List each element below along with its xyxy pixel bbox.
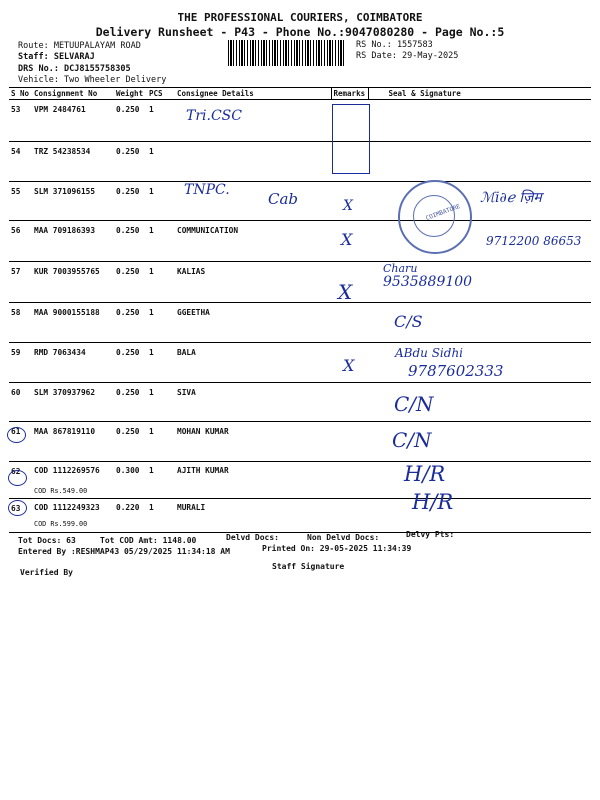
row-circle-mark: [8, 470, 27, 486]
row-remarks: [331, 303, 368, 343]
row-consignee: COMMUNICATION: [175, 221, 331, 262]
row-pcs: 1: [147, 221, 175, 262]
remark-x-mark: X: [343, 356, 355, 375]
row-signature: [368, 462, 591, 499]
row-sno: 53: [9, 100, 32, 142]
row-consignment: TRZ 54238534: [32, 142, 114, 182]
row-sno: 61: [9, 422, 32, 462]
row-consignment: MAA 867819110: [32, 422, 114, 462]
row-pcs: 1: [147, 462, 175, 499]
cod-amount: COD Rs.549.00: [34, 487, 88, 495]
row-pcs: 1: [147, 142, 175, 182]
row-remarks: [331, 383, 368, 422]
handwritten-phone: 9712200 86653: [486, 234, 582, 248]
handwritten-note: Cab: [268, 190, 299, 208]
row-pcs: 1: [147, 303, 175, 343]
row-sno: 57: [9, 262, 32, 303]
remark-x-mark: X: [338, 280, 353, 304]
table-header: [9, 88, 591, 100]
company-title: THE PROFESSIONAL COURIERS, COIMBATORE: [177, 11, 423, 24]
row-sno: 59: [9, 343, 32, 383]
row-weight: 0.250: [114, 383, 147, 422]
table-row: [9, 100, 591, 142]
row-pcs: 1: [147, 343, 175, 383]
verified-by: Verified By: [20, 568, 73, 577]
row-signature: [368, 499, 591, 533]
handwritten-note: C/N: [392, 428, 432, 452]
row-sno: 54: [9, 142, 32, 182]
row-consignee: MURALI: [175, 499, 331, 533]
stamp-label: COIMBATORE: [424, 203, 462, 222]
handwritten-phone: 9787602333: [408, 362, 504, 380]
row-signature: [368, 142, 591, 182]
row-sno: 58: [9, 303, 32, 343]
row-consignee: BALA: [175, 343, 331, 383]
row-consignment: MAA 9000155188: [32, 303, 114, 343]
handwritten-name: ABdu Sidhi: [395, 346, 464, 360]
delivered-docs: Delvd Docs:: [226, 533, 279, 542]
table-row: [9, 462, 591, 499]
table-row: [9, 262, 591, 303]
row-sno: 62: [9, 462, 32, 499]
runsheet-title: Delivery Runsheet - P43 - Phone No.:9047080280 - Page No.:5: [95, 25, 505, 39]
row-consignee: MOHAN KUMAR: [175, 422, 331, 462]
row-remarks: [331, 462, 368, 499]
row-weight: 0.250: [114, 221, 147, 262]
total-cod-amount: Tot COD Amt: 1148.00: [100, 536, 197, 545]
col-consignee: Consignee Details: [175, 88, 331, 100]
row-pcs: 1: [147, 262, 175, 303]
row-weight: 0.250: [114, 343, 147, 383]
row-consignee: KALIAS: [175, 262, 331, 303]
rs-date: RS Date: 29-May-2025: [356, 51, 459, 61]
col-pcs: PCS: [147, 88, 175, 100]
row-consignment: [32, 499, 114, 533]
row-pcs: 1: [147, 499, 175, 533]
row-weight: 0.250: [114, 142, 147, 182]
table-row: [9, 383, 591, 422]
row-pcs: 1: [147, 422, 175, 462]
row-sno: 60: [9, 383, 32, 422]
consignment-number: COD 1112249323: [34, 503, 100, 512]
row-consignment: SLM 370937962: [32, 383, 114, 422]
barcode: [228, 40, 346, 66]
row-pcs: 1: [147, 383, 175, 422]
handwritten-note: TNPC.: [184, 182, 230, 198]
row-pcs: 1: [147, 182, 175, 221]
table-row: [9, 343, 591, 383]
vehicle-label: Vehicle: Two Wheeler Delivery: [18, 75, 167, 85]
staff-label: Staff: SELVARAJ: [18, 52, 95, 62]
route-label: Route: METUUPALAYAM ROAD: [18, 41, 141, 51]
col-seal-signature: Seal & Signature: [368, 88, 591, 100]
row-consignment: MAA 709186393: [32, 221, 114, 262]
handwritten-note: H/R: [412, 490, 454, 514]
handwritten-name: Charu: [383, 262, 418, 275]
row-signature: [368, 100, 591, 142]
entered-by: Entered By :RESHMAP43 05/29/2025 11:34:18 AM: [18, 547, 230, 556]
delivery-points: Delvy Pts:: [406, 530, 455, 539]
row-sno: 55: [9, 182, 32, 221]
staff-signature: Staff Signature: [272, 562, 345, 571]
row-weight: 0.250: [114, 100, 147, 142]
row-weight: 0.250: [114, 303, 147, 343]
row-consignment: [32, 462, 114, 499]
consignment-number: COD 1112269576: [34, 466, 100, 475]
printed-on: Printed On: 29-05-2025 11:34:39: [262, 544, 412, 553]
table-row: [9, 422, 591, 462]
row-consignment: KUR 7003955765: [32, 262, 114, 303]
row-sno: 63: [9, 499, 32, 533]
row-circle-mark: [8, 500, 27, 516]
row-consignee: GGEETHA: [175, 303, 331, 343]
row-consignment: VPM 2484761: [32, 100, 114, 142]
row-weight: 0.250: [114, 182, 147, 221]
cod-amount: COD Rs.599.00: [34, 520, 88, 528]
remark-x-mark: X: [341, 230, 353, 249]
total-docs: Tot Docs: 63: [18, 536, 76, 545]
row-weight: 0.250: [114, 262, 147, 303]
col-consignment: Consignment No: [32, 88, 114, 100]
row-circle-mark: [7, 427, 26, 443]
table-row: [9, 303, 591, 343]
handwritten-phone: 9535889100: [383, 274, 473, 290]
runsheet-table: [9, 87, 591, 533]
row-weight: 0.300: [114, 462, 147, 499]
row-consignee: SIVA: [175, 383, 331, 422]
row-consignment: RMD 7063434: [32, 343, 114, 383]
table-row: [9, 142, 591, 182]
handwritten-note: C/S: [394, 312, 423, 331]
table-row: [9, 499, 591, 533]
row-remarks: [331, 499, 368, 533]
row-consignee: AJITH KUMAR: [175, 462, 331, 499]
row-weight: 0.250: [114, 422, 147, 462]
row-consignee: [175, 142, 331, 182]
row-weight: 0.220: [114, 499, 147, 533]
handwritten-note: C/N: [394, 392, 434, 416]
handwritten-note: Tri.CSC: [186, 108, 242, 124]
rs-number: RS No.: 1557583: [356, 40, 433, 50]
row-sno: 56: [9, 221, 32, 262]
col-remarks: Remarks: [331, 88, 368, 100]
drs-number: DRS No.: DCJ8155758305: [18, 64, 131, 74]
row-pcs: 1: [147, 100, 175, 142]
row-consignment: SLM 371096155: [32, 182, 114, 221]
row-remarks: [331, 422, 368, 462]
handwritten-signature: ℳi∂ℯ ज़िम: [480, 190, 542, 206]
remarks-ink-box: [332, 104, 370, 174]
remark-x-mark: X: [343, 198, 353, 214]
non-delivered-docs: Non Delvd Docs:: [307, 533, 380, 542]
col-weight: Weight: [114, 88, 147, 100]
handwritten-note: H/R: [404, 462, 446, 486]
col-sno: S No: [9, 88, 32, 100]
